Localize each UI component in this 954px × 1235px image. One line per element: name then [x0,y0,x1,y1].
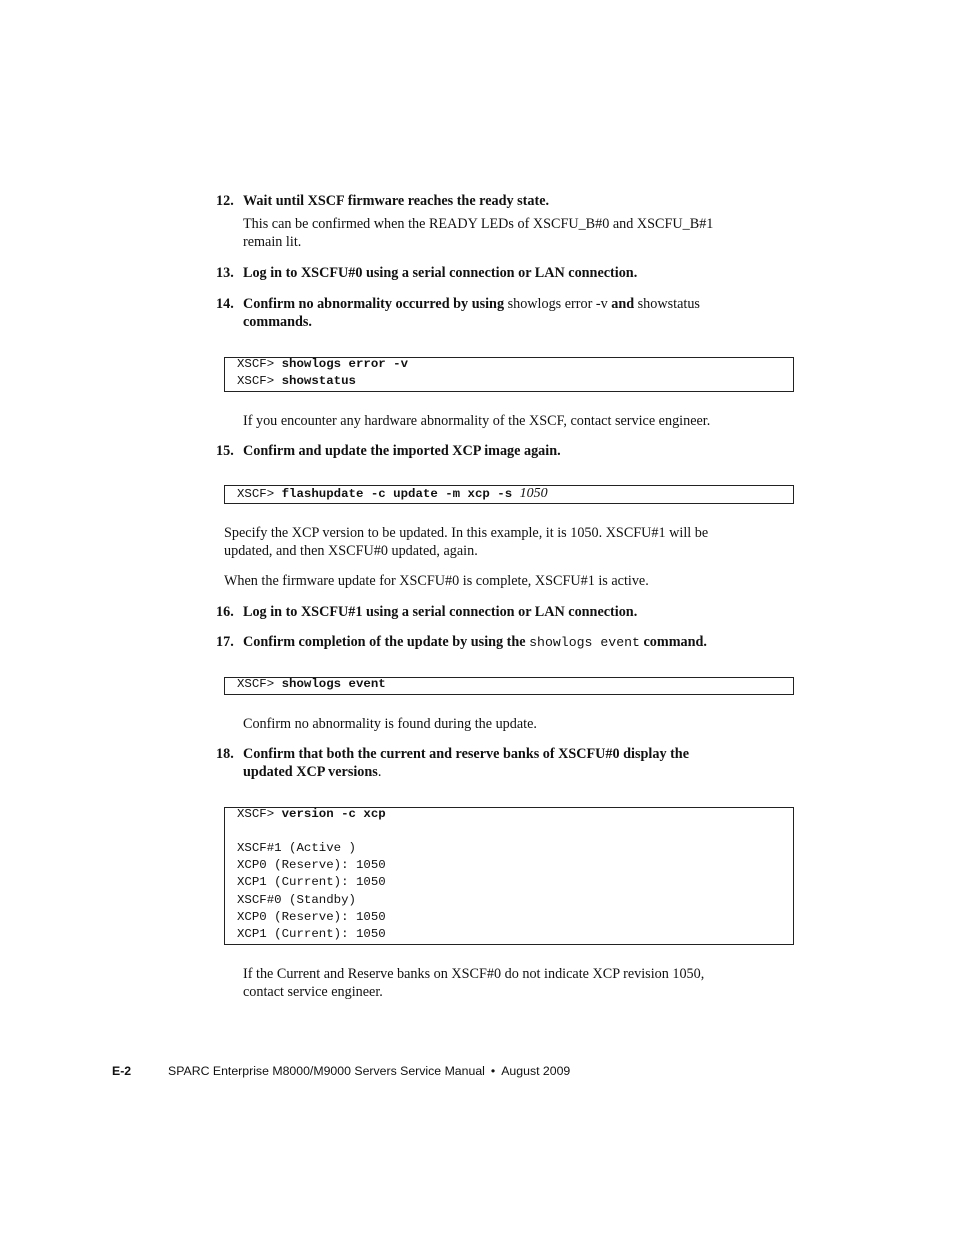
paragraph: If you encounter any hardware abnormality of the XSCF, contact service engineer. [243,413,711,429]
prompt: XSCF> [237,374,282,388]
code-line [237,806,386,823]
step-text [243,633,796,652]
command: showlogs error -v [281,357,409,371]
step-text [243,295,796,331]
step-text-part: . [377,764,382,780]
step-number: 14. [216,296,234,312]
command: version -c xcp [281,807,386,821]
manual-title: SPARC Enterprise M8000/M9000 Servers Service Manual [168,1064,485,1078]
step-number: 16. [216,604,234,620]
step-text-part: Confirm no abnormality occurred by using [243,296,508,312]
command: showstatus [281,374,356,388]
command: flashupdate -c update -m xcp -s [281,487,520,501]
prompt: XSCF> [237,807,282,821]
paragraph: When the firmware update for XSCFU#0 is complete, XSCFU#1 is active. [224,573,649,589]
code-block [224,485,794,504]
paragraph-line: This can be confirmed when the READY LEDs of XSCFU_B#0 and XSCFU_B#1 [243,216,714,232]
prompt: XSCF> [237,677,282,691]
footer-bullet: • [490,1064,496,1078]
code-line [237,485,548,503]
code-output-line: XSCF#0 (Standby) [237,893,356,907]
code-output-line: XCP1 (Current): 1050 [237,927,386,941]
prompt: XSCF> [237,487,282,501]
step-text-part: Confirm completion of the update by using the [243,634,530,650]
code-line [237,356,408,373]
step-text-part: updated XCP versions [243,764,378,780]
paragraph-line: remain lit. [243,234,302,250]
code-block [224,677,794,695]
page-number: E-2 [112,1064,132,1078]
code-line [237,373,356,390]
step-text-part: and [607,296,638,312]
step-text-part: Confirm that both the current and reserve banks of XSCFU#0 display the [243,746,689,762]
step-number: 15. [216,443,234,459]
step-text-part: command. [639,634,707,650]
code-output-line: XCP1 (Current): 1050 [237,875,386,889]
paragraph: Confirm no abnormality is found during the update. [243,716,537,732]
command-name: showlogs error -v [507,296,608,312]
code-output-line: XSCF#1 (Active ) [237,841,356,855]
prompt: XSCF> [237,357,282,371]
footer-title [168,1063,570,1079]
step-text [243,745,796,781]
step-number: 12. [216,193,234,209]
step-text: Wait until XSCF firmware reaches the ready state. [243,193,550,209]
paragraph-line: If the Current and Reserve banks on XSCF#0 do not indicate XCP revision 1050, [243,966,705,982]
footer-date: August 2009 [501,1064,571,1078]
paragraph-line: updated, and then XSCFU#0 updated, again. [224,543,478,559]
paragraph-line: contact service engineer. [243,984,383,1000]
step-number: 18. [216,746,234,762]
code-output-line: XCP0 (Reserve): 1050 [237,858,386,872]
command-name: showstatus [637,296,700,312]
command: showlogs event [281,677,386,691]
code-block [224,807,794,945]
step-text: Log in to XSCFU#1 using a serial connection or LAN connection. [243,604,638,620]
step-text-part: commands. [243,314,312,330]
code-output-line: XCP0 (Reserve): 1050 [237,910,386,924]
step-18 [216,745,796,781]
command-argument: 1050 [519,486,548,501]
step-text: Confirm and update the imported XCP image again. [243,443,561,459]
step-text: Log in to XSCFU#0 using a serial connection or LAN connection. [243,265,638,281]
step-number: 13. [216,265,234,281]
step-number: 17. [216,634,234,650]
paragraph-line: Specify the XCP version to be updated. In this example, it is 1050. XSCFU#1 will be [224,525,709,541]
command-name: showlogs event [529,635,640,650]
code-block [224,357,794,392]
code-line [237,676,386,693]
step-14 [216,295,796,331]
